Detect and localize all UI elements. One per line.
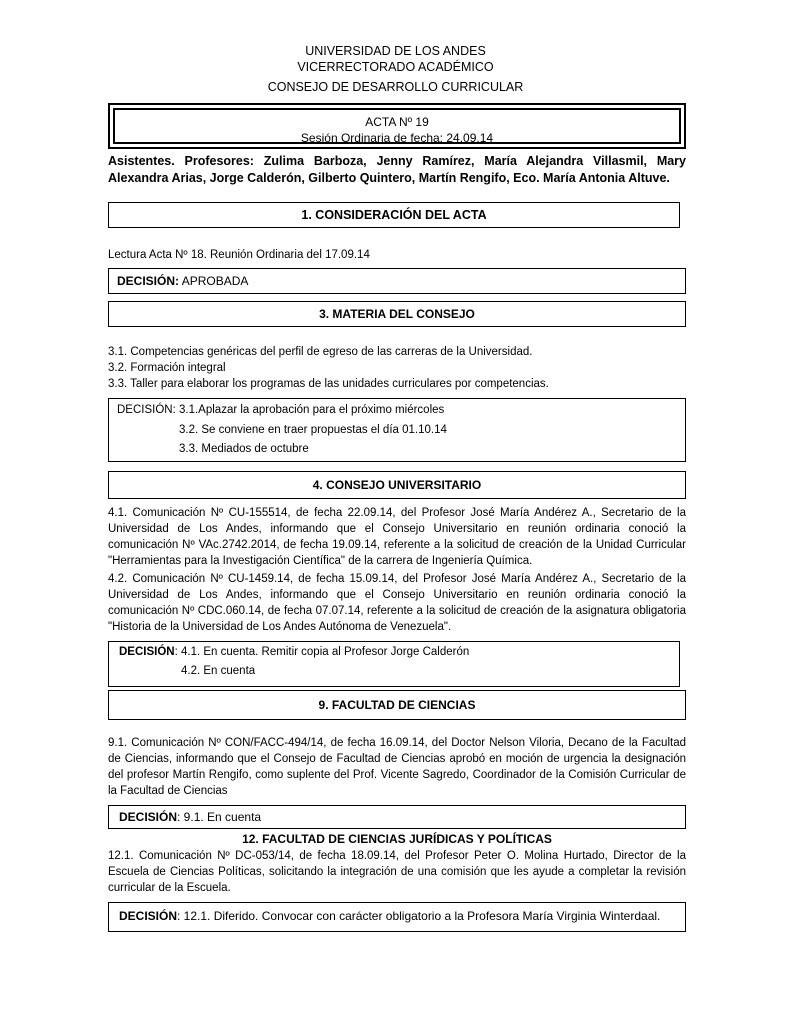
section4-decision-line2: 4.2. En cuenta bbox=[181, 665, 256, 677]
section4-paragraph-1: 4.1. Comunicación Nº CU-155514, de fecha 22.09.14, del Profesor José María Andérez A., Secretario de la Universidad de Los Andes, informando que el Consejo Universitario en reunión ordinaria conoció la comunicación Nº VAc.2742.2014, de fecha 19.09.14, referente a la solicitud de creación de la Unidad Curricular "Herramientas para la Investigación Científica" de la carrera de Ingeniería Química. bbox=[108, 507, 686, 567]
section3-item-2: 3.2. Formación integral bbox=[108, 362, 226, 374]
header-university: UNIVERSIDAD DE LOS ANDES bbox=[305, 44, 486, 58]
section4-decision-box bbox=[108, 641, 680, 687]
acta-inner-box bbox=[113, 108, 681, 144]
section-title-materia: 3. MATERIA DEL CONSEJO bbox=[108, 301, 686, 327]
decision-label: DECISIÓN: bbox=[117, 274, 180, 288]
section12-paragraph-1: 12.1. Comunicación Nº DC-053/14, de fecha 18.09.14, del Profesor Peter O. Molina Hurtado, Director de la Escuela de Ciencias Políticas, solicitando la integración de una comisión que les ayude a completar la revisión curricular de la Escuela. bbox=[108, 850, 686, 894]
decision-text: 3.1.Aplazar la aprobación para el próximo miércoles bbox=[175, 404, 445, 416]
decision-label: DECISIÓN bbox=[119, 909, 178, 923]
acta-number: ACTA Nº 19 bbox=[365, 115, 429, 129]
section3-decision-line1 bbox=[117, 404, 444, 416]
asistentes: Asistentes. Profesores: Zulima Barboza, Jenny Ramírez, María Alejandra Villasmil, Mary Alexandra Arias, Jorge Calderón, Gilberto Quintero, Martín Rengifo, Eco. María Antonia Altuve. bbox=[108, 154, 686, 185]
section4-paragraph-2: 4.2. Comunicación Nº CU-1459.14, de fecha 15.09.14, del Profesor José María Andérez A., Secretario de la Universidad de Los Andes, informando que el Consejo Universitario en reunión ordinaria conoció la comunicación Nº CDC.060.14, de fecha 07.07.14, referente a la solicitud de creación de la asignatura obligatoria "Historia de la Universidad de Los Andes Autónoma de Venezuela". bbox=[108, 573, 686, 633]
acta-box bbox=[108, 103, 686, 149]
section9-paragraph-1: 9.1. Comunicación Nº CON/FACC-494/14, de fecha 16.09.14, del Doctor Nelson Viloria, Decano de la Facultad de Ciencias, informando que el Consejo de Facultad de Ciencias aprobó en moción de urgencia la designación del profesor Martín Rengifo, como suplente del Prof. Vicente Sagredo, Coordinador de la Comisión Curricular de la Facultad de Ciencias bbox=[108, 737, 686, 797]
decision-label: DECISIÓN: bbox=[117, 404, 176, 416]
section3-decision-line2: 3.2. Se conviene en traer propuestas el día 01.10.14 bbox=[179, 424, 447, 436]
section1-text: Lectura Acta Nº 18. Reunión Ordinaria del 17.09.14 bbox=[108, 249, 370, 261]
section3-decision-line3: 3.3. Mediados de octubre bbox=[179, 443, 309, 455]
section12-decision-box bbox=[108, 902, 686, 932]
header-consejo: CONSEJO DE DESARROLLO CURRICULAR bbox=[267, 80, 524, 94]
decision-label: DECISIÓN bbox=[119, 646, 175, 658]
section-title-consejo-universitario: 4. CONSEJO UNIVERSITARIO bbox=[108, 471, 686, 499]
decision-text: : 12.1. Diferido. Convocar con carácter obligatorio a la Profesora María Virginia Winterdaal. bbox=[177, 909, 661, 923]
section3-decision-box bbox=[108, 398, 686, 462]
acta-session: Sesión Ordinaria de fecha: 24.09.14 bbox=[300, 131, 494, 145]
decision-label: DECISIÓN bbox=[119, 810, 178, 824]
header-vicerrectorado: VICERRECTORADO ACADÉMICO bbox=[297, 60, 494, 74]
section1-decision-box bbox=[108, 268, 686, 294]
section3-item-3: 3.3. Taller para elaborar los programas de las unidades curriculares por competencias. bbox=[108, 378, 549, 390]
decision-text: : 4.1. En cuenta. Remitir copia al Profesor Jorge Calderón bbox=[174, 646, 470, 658]
section-title-facultad-ciencias: 9. FACULTAD DE CIENCIAS bbox=[108, 690, 686, 720]
section4-decision-line1 bbox=[119, 646, 469, 658]
section3-item-1: 3.1. Competencias genéricas del perfil de egreso de las carreras de la Universidad. bbox=[108, 346, 533, 358]
section9-decision-box bbox=[108, 805, 686, 829]
section-title-ciencias-juridicas: 12. FACULTAD DE CIENCIAS JURÍDICAS Y POLÍTICAS bbox=[242, 832, 552, 846]
decision-text: : 9.1. En cuenta bbox=[177, 810, 262, 824]
section-title-consideracion: 1. CONSIDERACIÓN DEL ACTA bbox=[108, 202, 680, 228]
decision-text: APROBADA bbox=[179, 274, 249, 288]
